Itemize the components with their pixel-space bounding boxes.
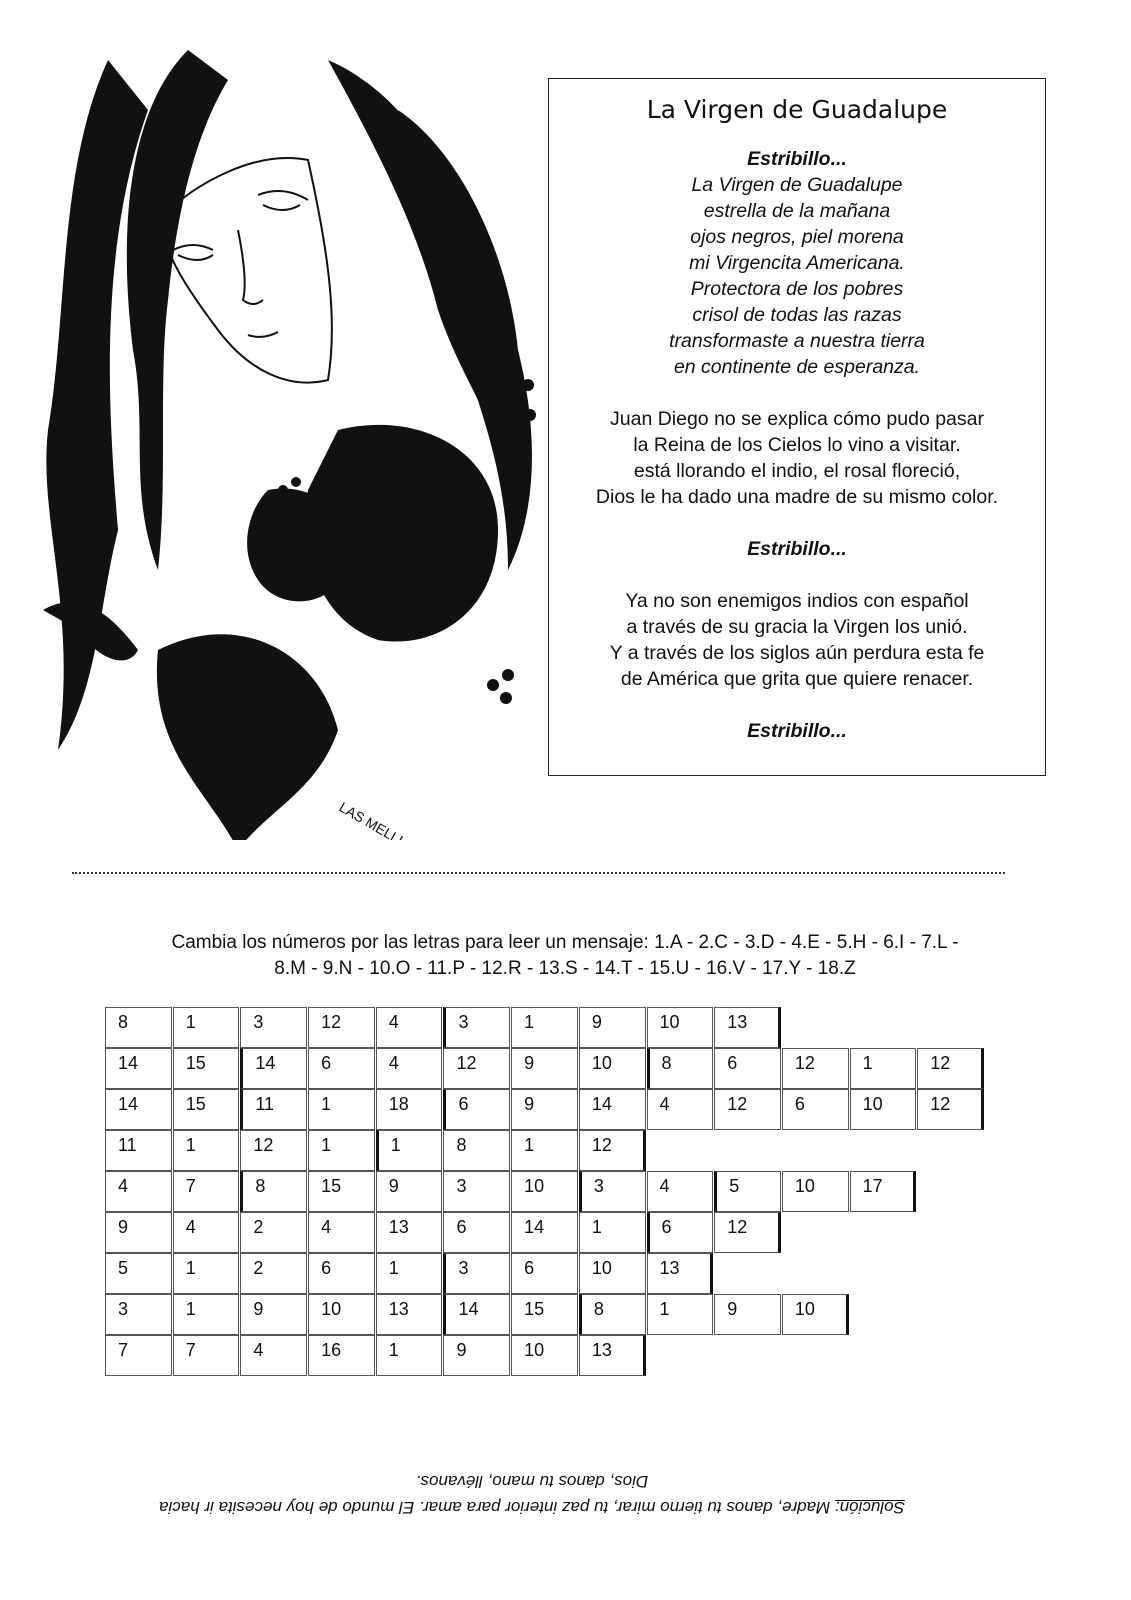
- grid-cell[interactable]: 1: [376, 1253, 443, 1294]
- lyric-line: la Reina de los Cielos lo vino a visitar.: [633, 434, 961, 456]
- grid-cell[interactable]: 3: [240, 1007, 307, 1048]
- grid-cell[interactable]: 10: [511, 1335, 578, 1376]
- lyric-line: transformaste a nuestra tierra: [669, 330, 925, 352]
- grid-cell[interactable]: 3: [105, 1294, 172, 1335]
- grid-cell[interactable]: 12: [579, 1130, 646, 1171]
- lyric-line: en continente de esperanza.: [673, 356, 921, 378]
- grid-row: [105, 1048, 985, 1089]
- solution-line: Dios, danos tu mano, llévanos.: [415, 1472, 649, 1491]
- grid-cell[interactable]: 13: [714, 1007, 781, 1048]
- grid-cell[interactable]: 12: [714, 1089, 781, 1130]
- lyric-line: ojos negros, piel morena: [690, 226, 904, 248]
- grid-cell[interactable]: 7: [173, 1171, 240, 1212]
- grid-cell[interactable]: 9: [579, 1007, 646, 1048]
- grid-cell[interactable]: 14: [579, 1089, 646, 1130]
- grid-cell[interactable]: 15: [173, 1048, 240, 1089]
- grid-cell[interactable]: 1: [173, 1294, 240, 1335]
- grid-cell[interactable]: 8: [240, 1171, 307, 1212]
- grid-cell[interactable]: 12: [714, 1212, 781, 1253]
- grid-cell[interactable]: 15: [308, 1171, 375, 1212]
- grid-cell[interactable]: 13: [579, 1335, 646, 1376]
- grid-cell[interactable]: 1: [376, 1130, 443, 1171]
- grid-cell[interactable]: 6: [443, 1212, 510, 1253]
- lyric-line: Juan Diego no se explica cómo pudo pasar: [610, 408, 984, 430]
- grid-row: [105, 1335, 985, 1376]
- grid-cell[interactable]: 12: [782, 1048, 849, 1089]
- chorus-label: Estribillo...: [747, 538, 847, 560]
- lyric-line: Protectora de los pobres: [690, 278, 904, 300]
- grid-cell[interactable]: 2: [240, 1212, 307, 1253]
- grid-cell[interactable]: 8: [647, 1048, 714, 1089]
- grid-cell[interactable]: 14: [105, 1089, 172, 1130]
- grid-cell[interactable]: 10: [782, 1171, 849, 1212]
- grid-cell[interactable]: 9: [240, 1294, 307, 1335]
- grid-row: [105, 1089, 985, 1130]
- lyric-line: estrella de la mañana: [703, 200, 891, 222]
- upside-down-solution: [72, 1468, 992, 1520]
- grid-cell[interactable]: 5: [714, 1171, 781, 1212]
- cipher-grid: [105, 1007, 985, 1376]
- lyric-line: Y a través de los siglos aún perdura esta fe: [609, 642, 985, 664]
- grid-cell[interactable]: 1: [850, 1048, 917, 1089]
- lyric-line: está llorando el indio, el rosal floreció,: [633, 460, 961, 482]
- grid-cell[interactable]: 9: [511, 1048, 578, 1089]
- chorus-label: Estribillo...: [747, 720, 847, 742]
- verse-1: [549, 406, 1045, 510]
- grid-cell[interactable]: 1: [173, 1007, 240, 1048]
- grid-cell[interactable]: 11: [105, 1130, 172, 1171]
- artist-signature: LAS MELLI: [336, 798, 406, 840]
- grid-cell[interactable]: 13: [647, 1253, 714, 1294]
- grid-cell[interactable]: 6: [647, 1212, 714, 1253]
- instructions-line: 8.M - 9.N - 10.O - 11.P - 12.R - 13.S - 14.T - 15.U - 16.V - 17.Y - 18.Z: [274, 958, 856, 979]
- grid-cell[interactable]: 1: [308, 1089, 375, 1130]
- grid-row: [105, 1171, 985, 1212]
- grid-cell[interactable]: 9: [714, 1294, 781, 1335]
- grid-cell[interactable]: 11: [240, 1089, 307, 1130]
- grid-cell[interactable]: 1: [579, 1212, 646, 1253]
- grid-row: [105, 1212, 985, 1253]
- grid-cell[interactable]: 6: [308, 1253, 375, 1294]
- grid-cell[interactable]: 8: [579, 1294, 646, 1335]
- grid-cell[interactable]: 4: [647, 1089, 714, 1130]
- grid-cell[interactable]: 17: [850, 1171, 917, 1212]
- cut-line-divider: [72, 872, 1005, 874]
- grid-row: [105, 1007, 985, 1048]
- lyric-line: a través de su gracia la Virgen los unió.: [626, 616, 968, 638]
- grid-row: [105, 1294, 985, 1335]
- grid-cell[interactable]: 10: [308, 1294, 375, 1335]
- solution-label: Solución:: [835, 1498, 905, 1517]
- grid-cell[interactable]: 8: [105, 1007, 172, 1048]
- lyric-line: crisol de todas las razas: [692, 304, 902, 326]
- lyric-line: Dios le ha dado una madre de su mismo color.: [595, 486, 999, 508]
- grid-cell[interactable]: 4: [308, 1212, 375, 1253]
- grid-cell[interactable]: 3: [579, 1171, 646, 1212]
- grid-cell[interactable]: 4: [376, 1048, 443, 1089]
- grid-cell[interactable]: 6: [308, 1048, 375, 1089]
- solution-line: Madre, danos tu tierno mirar, tu paz interior para amar. El mundo de hoy necesita ir hacia: [159, 1498, 835, 1517]
- grid-cell[interactable]: 15: [173, 1089, 240, 1130]
- grid-cell[interactable]: 1: [308, 1130, 375, 1171]
- grid-cell[interactable]: 4: [173, 1212, 240, 1253]
- grid-cell[interactable]: 8: [443, 1130, 510, 1171]
- grid-cell[interactable]: 3: [443, 1171, 510, 1212]
- grid-cell[interactable]: 16: [308, 1335, 375, 1376]
- grid-cell[interactable]: 7: [173, 1335, 240, 1376]
- grid-cell[interactable]: 13: [376, 1212, 443, 1253]
- grid-cell[interactable]: 6: [443, 1089, 510, 1130]
- grid-cell[interactable]: 2: [240, 1253, 307, 1294]
- grid-cell[interactable]: 12: [917, 1048, 984, 1089]
- grid-cell[interactable]: 12: [240, 1130, 307, 1171]
- grid-cell[interactable]: 10: [579, 1253, 646, 1294]
- grid-cell[interactable]: 10: [850, 1089, 917, 1130]
- grid-cell[interactable]: 10: [782, 1294, 849, 1335]
- grid-row: [105, 1253, 985, 1294]
- grid-cell[interactable]: 1: [511, 1130, 578, 1171]
- grid-cell[interactable]: 4: [240, 1335, 307, 1376]
- grid-cell[interactable]: 10: [579, 1048, 646, 1089]
- grid-cell[interactable]: 14: [240, 1048, 307, 1089]
- grid-row: [105, 1130, 985, 1171]
- grid-cell[interactable]: 12: [443, 1048, 510, 1089]
- grid-cell[interactable]: 18: [376, 1089, 443, 1130]
- grid-cell[interactable]: 3: [443, 1253, 510, 1294]
- grid-cell[interactable]: 9: [105, 1212, 172, 1253]
- grid-cell[interactable]: 9: [511, 1089, 578, 1130]
- grid-cell[interactable]: 5: [105, 1253, 172, 1294]
- grid-cell[interactable]: 14: [105, 1048, 172, 1089]
- grid-cell[interactable]: 1: [511, 1007, 578, 1048]
- grid-cell[interactable]: 13: [376, 1294, 443, 1335]
- grid-cell[interactable]: 6: [714, 1048, 781, 1089]
- grid-cell[interactable]: 1: [173, 1253, 240, 1294]
- grid-cell[interactable]: 9: [443, 1335, 510, 1376]
- instructions-line: Cambia los números por las letras para leer un mensaje: 1.A - 2.C - 3.D - 4.E - 5.H - 6.I - 7.L -: [171, 932, 959, 953]
- grid-cell[interactable]: 4: [376, 1007, 443, 1048]
- lyric-line: de América que grita que quiere renacer.: [620, 668, 974, 690]
- grid-cell[interactable]: 4: [647, 1171, 714, 1212]
- grid-cell[interactable]: 10: [647, 1007, 714, 1048]
- grid-cell[interactable]: 14: [511, 1212, 578, 1253]
- lyric-line: Ya no son enemigos indios con español: [625, 590, 969, 612]
- grid-cell[interactable]: 1: [376, 1335, 443, 1376]
- song-lyrics-box: [548, 78, 1046, 776]
- grid-cell[interactable]: 6: [782, 1089, 849, 1130]
- grid-cell[interactable]: 7: [105, 1335, 172, 1376]
- grid-cell[interactable]: 1: [173, 1130, 240, 1171]
- grid-cell[interactable]: 6: [511, 1253, 578, 1294]
- grid-cell[interactable]: 4: [105, 1171, 172, 1212]
- song-title: La Virgen de Guadalupe: [646, 95, 948, 124]
- virgin-illustration: [38, 50, 548, 840]
- grid-cell[interactable]: 12: [917, 1089, 984, 1130]
- lyric-line: mi Virgencita Americana.: [689, 252, 905, 274]
- grid-cell[interactable]: 3: [443, 1007, 510, 1048]
- puzzle-instructions: [60, 930, 1070, 982]
- grid-cell[interactable]: 10: [511, 1171, 578, 1212]
- grid-cell[interactable]: 1: [647, 1294, 714, 1335]
- chorus: [549, 146, 1045, 380]
- grid-cell[interactable]: 9: [376, 1171, 443, 1212]
- grid-cell[interactable]: 14: [443, 1294, 510, 1335]
- grid-cell[interactable]: 15: [511, 1294, 578, 1335]
- lyric-line: La Virgen de Guadalupe: [691, 174, 903, 196]
- chorus-label: Estribillo...: [747, 148, 847, 170]
- grid-cell[interactable]: 12: [308, 1007, 375, 1048]
- verse-2: [549, 588, 1045, 692]
